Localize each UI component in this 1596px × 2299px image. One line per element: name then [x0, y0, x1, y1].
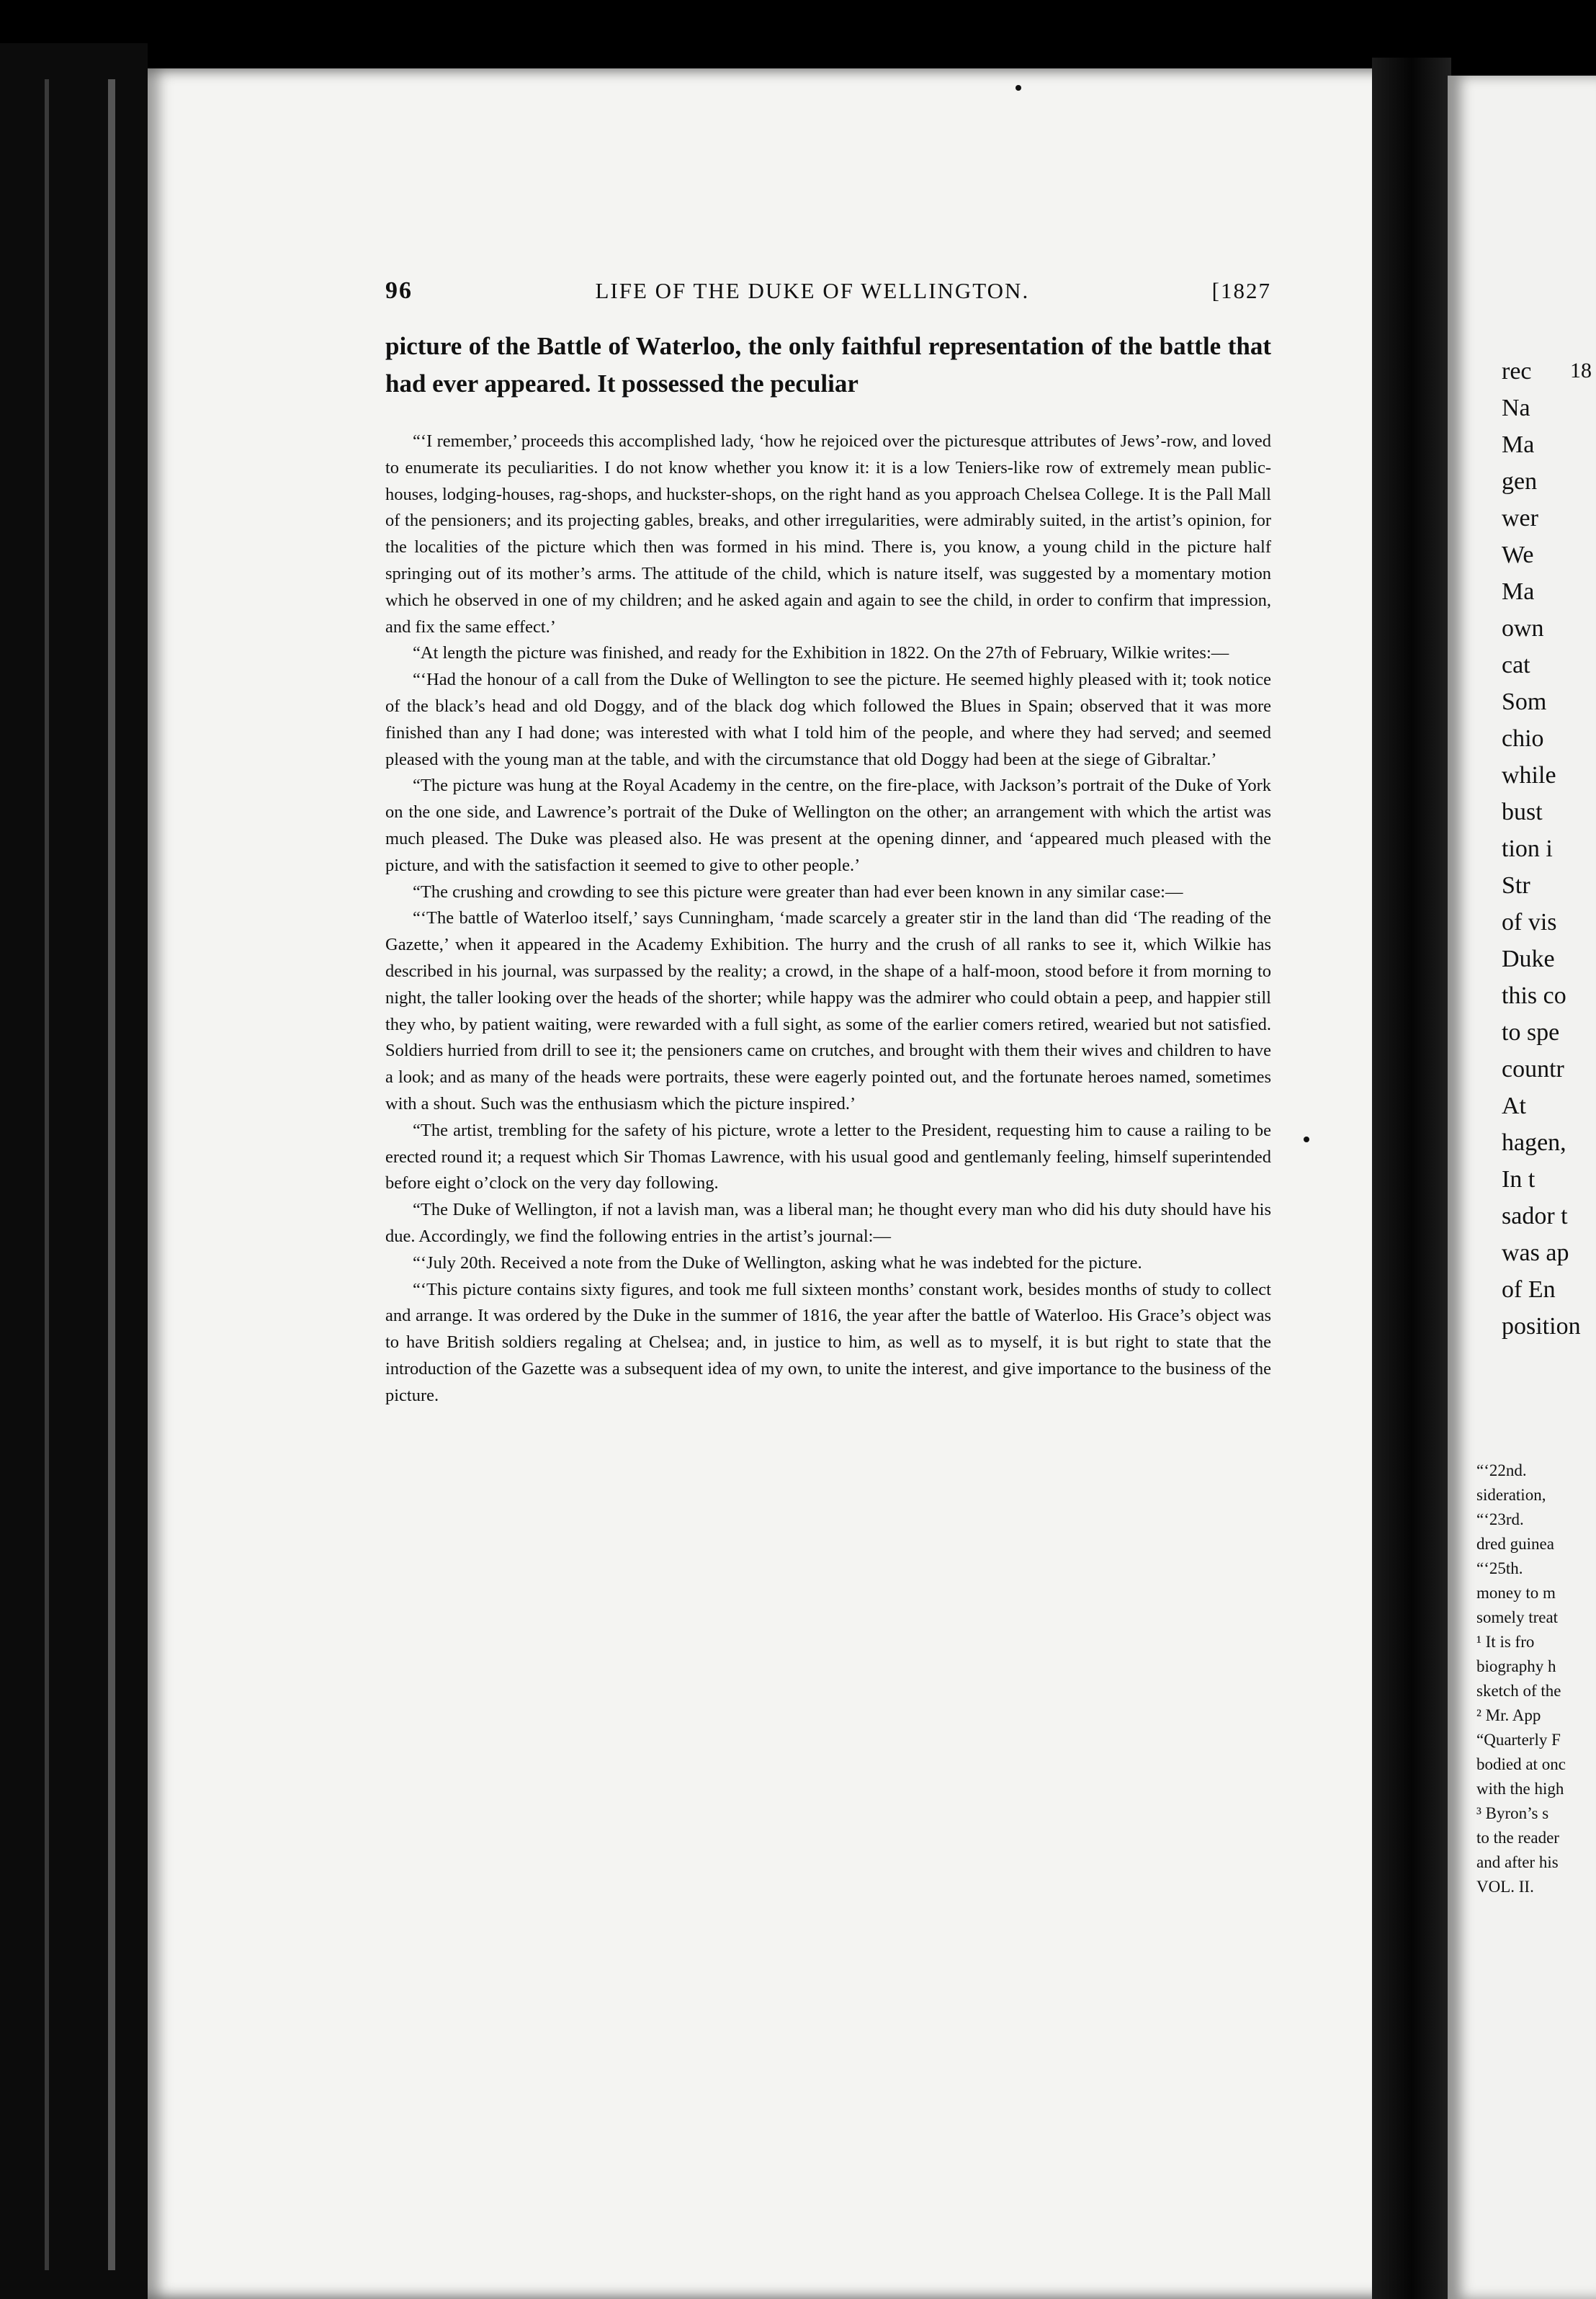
- footnote-paragraph: “The artist, trembling for the safety of his picture, wrote a letter to the President, requesting him to cause a railing to be erected round it; a request which Sir Thomas Lawrence, with his usual good and gentlemanly feeling, himself superintended before eight o’clock on the very day following.: [385, 1120, 1271, 1193]
- footnote-paragraph: “The Duke of Wellington, if not a lavish man, was a liberal man; he thought every man who did his duty should have his due. Accordingly, we find the following entries in the artist’s journal:—: [385, 1200, 1271, 1246]
- footnote-block: [385, 429, 1271, 1409]
- facing-page-line: countr: [1502, 1056, 1564, 1083]
- facing-page-line: Ma: [1502, 578, 1535, 605]
- facing-page-text: [1502, 353, 1596, 1345]
- facing-page-note-line: “Quarterly F: [1476, 1731, 1561, 1749]
- facing-page-note-line: biography h: [1476, 1657, 1556, 1675]
- footnote-paragraph: “‘Had the honour of a call from the Duke of Wellington to see the picture. He seemed highly pleased with it; took notice of the black’s head and old Doggy, and of the black dog which followed the Blues in Spain; observed that it was more finished than any I had done; was interested with what I told him of the people, and where they had served; and seemed pleased with the young man at the table, and with the circumstance that old Doggy had been at the siege of Gibraltar.’: [385, 670, 1271, 769]
- footnote-paragraph: “‘This picture contains sixty figures, and took me full sixteen months’ constant work, besides months of study to collect and arrange. It was ordered by the Duke in the summer of 1816, the year after the battle of Waterloo. His Grace’s object was to have British soldiers regaling at Chelsea; and, in justice to him, as well as to myself, it is but right to state that the introduction of the Gazette was a subsequent idea of my own, to unite the interest, and give importance to the business of the picture.: [385, 1279, 1271, 1405]
- binding-edge: [108, 79, 115, 2270]
- binding-edge: [45, 79, 49, 2270]
- facing-page-line: to spe: [1502, 1019, 1560, 1046]
- facing-page-line: cat: [1502, 652, 1530, 678]
- facing-page-note-line: dred guinea: [1476, 1535, 1554, 1553]
- facing-page-note-line: “‘22nd.: [1476, 1461, 1527, 1479]
- binding-strip: [0, 43, 148, 2299]
- footnote-paragraph: “‘The battle of Waterloo itself,’ says Cunningham, ‘made scarcely a greater stir in the land than did ‘The reading of the Gazette,’ when it appeared in the Academy Exhibition. The hurry and the crush of all ranks to see it, which Wilkie has described in his journal, was surpassed by the reality; a crowd, in the shape of a half-moon, stood before it from morning to night, the taller looking over the heads of the shorter; while happy was the admirer who could obtain a peep, and happier still they who, by patient waiting, were rewarded with a full sight, as some of the earlier comers retired, wearied but not satisfied. Soldiers hurried from drill to see it; the pensioners came on crutches, and brought with them their wives and children to have a look; and as many of the heads were portraits, these were eagerly pointed out, and the fortunate heroes named, sometimes with a shout. Such was the enthusiasm which the picture inspired.’: [385, 908, 1271, 1113]
- facing-page-note-line: ³ Byron’s s: [1476, 1804, 1549, 1822]
- facing-page-header: 18: [1570, 359, 1592, 382]
- footnote-paragraph: “At length the picture was finished, and ready for the Exhibition in 1822. On the 27th of February, Wilkie writes:—: [413, 643, 1229, 663]
- facing-page-note-line: sideration,: [1476, 1486, 1546, 1504]
- facing-page-line: bust: [1502, 799, 1543, 825]
- facing-page-note-line: “‘25th.: [1476, 1559, 1523, 1577]
- facing-page-line: Ma: [1502, 431, 1535, 458]
- facing-page-line: this co: [1502, 982, 1566, 1009]
- facing-page-line: chio: [1502, 725, 1544, 752]
- facing-page-line: We: [1502, 542, 1534, 568]
- facing-page-line: sador t: [1502, 1203, 1568, 1229]
- facing-page-line: of vis: [1502, 909, 1557, 936]
- facing-page-line: In t: [1502, 1166, 1536, 1193]
- speck: [1016, 85, 1021, 91]
- running-title: LIFE OF THE DUKE OF WELLINGTON.: [595, 278, 1030, 303]
- year-mark: [1827: [1211, 278, 1271, 303]
- facing-page-line: own: [1502, 615, 1544, 642]
- book-gutter: [1372, 58, 1451, 2299]
- facing-page-note-line: sketch of the: [1476, 1682, 1561, 1700]
- facing-page-note-line: ¹ It is fro: [1476, 1633, 1535, 1651]
- facing-page: [1448, 76, 1596, 2299]
- facing-page-note-line: with the high: [1476, 1780, 1564, 1798]
- facing-page-line: gen: [1502, 468, 1538, 495]
- facing-page-notes: [1476, 1458, 1596, 1899]
- facing-page-note-line: somely treat: [1476, 1608, 1559, 1626]
- facing-page-note-line: bodied at onc: [1476, 1755, 1566, 1773]
- facing-page-line: of En: [1502, 1276, 1556, 1303]
- speck: [1304, 1137, 1309, 1142]
- footnote-paragraph: “‘July 20th. Received a note from the Duke of Wellington, asking what he was indebted for the picture.: [413, 1252, 1142, 1273]
- facing-page-note-line: money to m: [1476, 1584, 1556, 1602]
- footnote-paragraph: “‘I remember,’ proceeds this accomplished lady, ‘how he rejoiced over the picturesque attributes of Jews’-row, and loved to enumerate its peculiarities. I do not know whether you know it: it is a low Teniers-like row of extremely mean public-houses, lodging-houses, rag-shops, and huckster-shops, on the right hand as you approach Chelsea College. It is the Pall Mall of the pensioners; and its projecting gables, breaks, and other irregularities, were admirably suited, in the artist’s opinion, for the localities of the picture which then was formed in his mind. There is, you know, a young child in the picture half springing out of its mother’s arms. The attitude of the child, which is nature itself, was suggested by a momentary motion which he observed in one of my children; and he asked again and again to see the child, in order to confirm that impression, and fix the same effect.’: [385, 431, 1271, 637]
- facing-page-line: Som: [1502, 689, 1547, 715]
- facing-page-line: while: [1502, 762, 1556, 789]
- facing-page-line: position: [1502, 1313, 1581, 1340]
- facing-page-line: wer: [1502, 505, 1538, 532]
- opening-paragraph: picture of the Battle of Waterloo, the only faithful representation of the battle that had ever appeared. It possessed the peculiar: [385, 332, 1271, 398]
- running-head: [385, 277, 1271, 305]
- facing-page-note-line: ² Mr. App: [1476, 1706, 1541, 1724]
- facing-page-line: Na: [1502, 395, 1530, 421]
- facing-page-note-line: “‘23rd.: [1476, 1510, 1524, 1528]
- facing-page-note-line: and after his: [1476, 1853, 1559, 1871]
- facing-page-note-line: to the reader: [1476, 1829, 1559, 1847]
- facing-page-line: At: [1502, 1093, 1526, 1119]
- footnote-paragraph: “The crushing and crowding to see this picture were greater than had ever been known in any similar case:—: [413, 882, 1183, 902]
- footnote-paragraph: “The picture was hung at the Royal Academy in the centre, on the fire-place, with Jackson’s portrait of the Duke of York on the one side, and Lawrence’s portrait of the Duke of Wellington on the other; an arrangement with which the artist was much pleased. The Duke was pleased also. He was present at the opening dinner, and ‘appeared much pleased with the picture, and with the satisfaction it seemed to give to other people.’: [385, 776, 1271, 875]
- facing-page-line: Str: [1502, 872, 1530, 899]
- facing-page-line: tion i: [1502, 835, 1553, 862]
- facing-page-line: was ap: [1502, 1240, 1569, 1266]
- facing-page-line: Duke: [1502, 946, 1555, 972]
- facing-page-line: rec: [1502, 358, 1532, 385]
- facing-page-note-line: VOL. II.: [1476, 1878, 1534, 1896]
- page-number: 96: [385, 277, 413, 304]
- facing-page-line: hagen,: [1502, 1129, 1566, 1156]
